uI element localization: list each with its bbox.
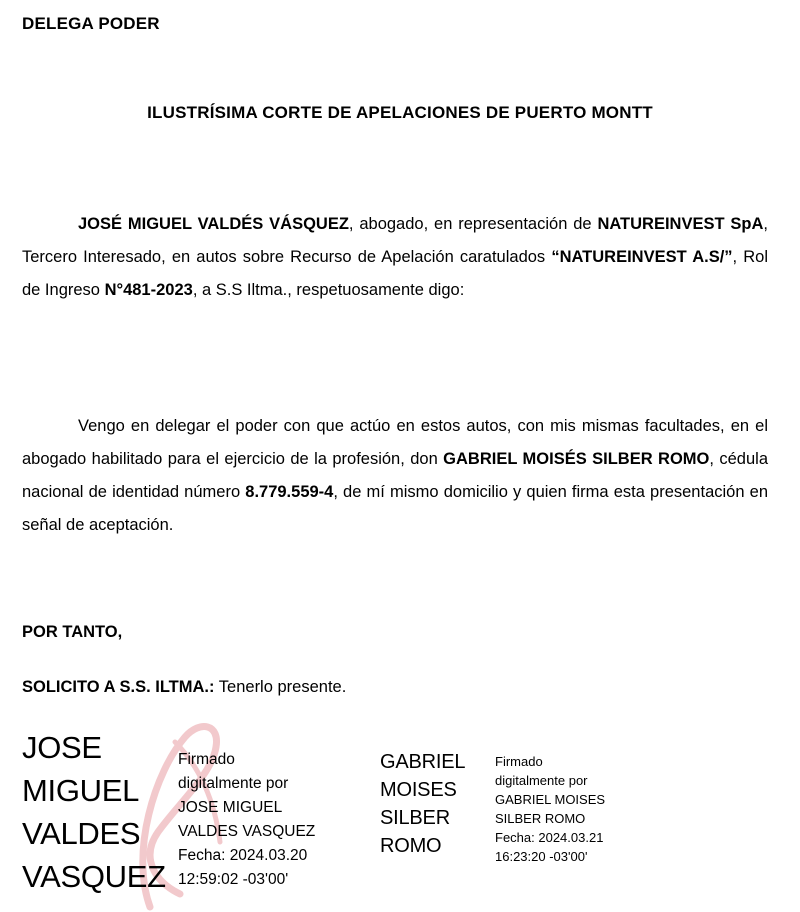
signature-detail-line: Firmado <box>178 751 235 768</box>
signature-detail-line: digitalmente por <box>495 773 588 788</box>
solicito-label: SOLICITO A S.S. ILTMA.: <box>22 678 215 696</box>
court-heading: ILUSTRÍSIMA CORTE DE APELACIONES DE PUERTO MONTT <box>147 103 653 122</box>
signature-detail-line: VALDES VASQUEZ <box>178 823 316 840</box>
signature-details-valdes <box>178 748 315 892</box>
lawyer-name: JOSÉ MIGUEL VALDÉS VÁSQUEZ <box>78 215 349 233</box>
paragraph-1-text-c: , Rol de Ingreso <box>22 248 768 299</box>
signature-detail-line: SILBER ROMO <box>495 811 586 826</box>
paragraph-2-text-a: Vengo en delegar el poder con que actúo en estos autos, con mis mismas facultades, en el abogado habilitado para el ejercicio de la profesión, don <box>22 417 768 468</box>
por-tanto-heading: POR TANTO, <box>22 623 123 641</box>
signature-detail-line: Fecha: 2024.03.21 <box>495 830 604 845</box>
signature-block-valdes <box>22 726 316 898</box>
signature-name-line: JOSE <box>22 730 102 765</box>
page-title: DELEGA PODER <box>22 14 160 33</box>
signature-name-silber <box>380 748 465 860</box>
signature-detail-line: 12:59:02 -03'00' <box>178 871 289 888</box>
paragraph-2-text-c: , de mí mismo domicilio y quien firma esta presentación en señal de aceptación. <box>22 483 768 534</box>
company-name: NATUREINVEST SpA <box>597 215 764 233</box>
signature-detail-line: JOSE MIGUEL <box>178 799 283 816</box>
paragraph-2-text-b: , cédula nacional de identidad número <box>22 450 768 501</box>
signature-name-line: VALDES <box>22 816 141 851</box>
signature-name-line: VASQUEZ <box>22 859 166 894</box>
delegate-id-number: 8.779.559-4 <box>245 483 334 501</box>
signature-name-line: GABRIEL <box>380 751 466 773</box>
signature-name-line: ROMO <box>380 835 442 857</box>
signature-detail-line: 16:23:20 -03'00' <box>495 849 588 864</box>
signature-detail-line: Fecha: 2024.03.20 <box>178 847 308 864</box>
paragraph-1-text-d: , a S.S Iltma., respetuosamente digo: <box>192 281 465 299</box>
signature-details-silber <box>495 752 605 866</box>
solicito-text: Tenerlo presente. <box>214 678 347 696</box>
case-name: “NATUREINVEST A.S/” <box>551 248 733 266</box>
solicito-line <box>22 678 346 697</box>
signature-name-line: MIGUEL <box>22 773 140 808</box>
signature-detail-line: digitalmente por <box>178 775 289 792</box>
case-number: N°481-2023 <box>104 281 193 299</box>
paragraph-1-text-b: , Tercero Interesado, en autos sobre Recurso de Apelación caratulados <box>22 215 769 266</box>
paragraph-delegation <box>22 410 768 542</box>
paragraph-1-text-a: , abogado, en representación de <box>348 215 598 233</box>
signature-block-silber <box>380 748 606 864</box>
signature-detail-line: Firmado <box>495 754 543 769</box>
paragraph-representation <box>22 208 768 307</box>
delegate-name: GABRIEL MOISÉS SILBER ROMO <box>443 450 710 468</box>
signature-name-line: SILBER <box>380 807 450 829</box>
signature-name-line: MOISES <box>380 779 457 801</box>
signature-name-valdes <box>22 726 166 898</box>
signature-detail-line: GABRIEL MOISES <box>495 792 606 807</box>
